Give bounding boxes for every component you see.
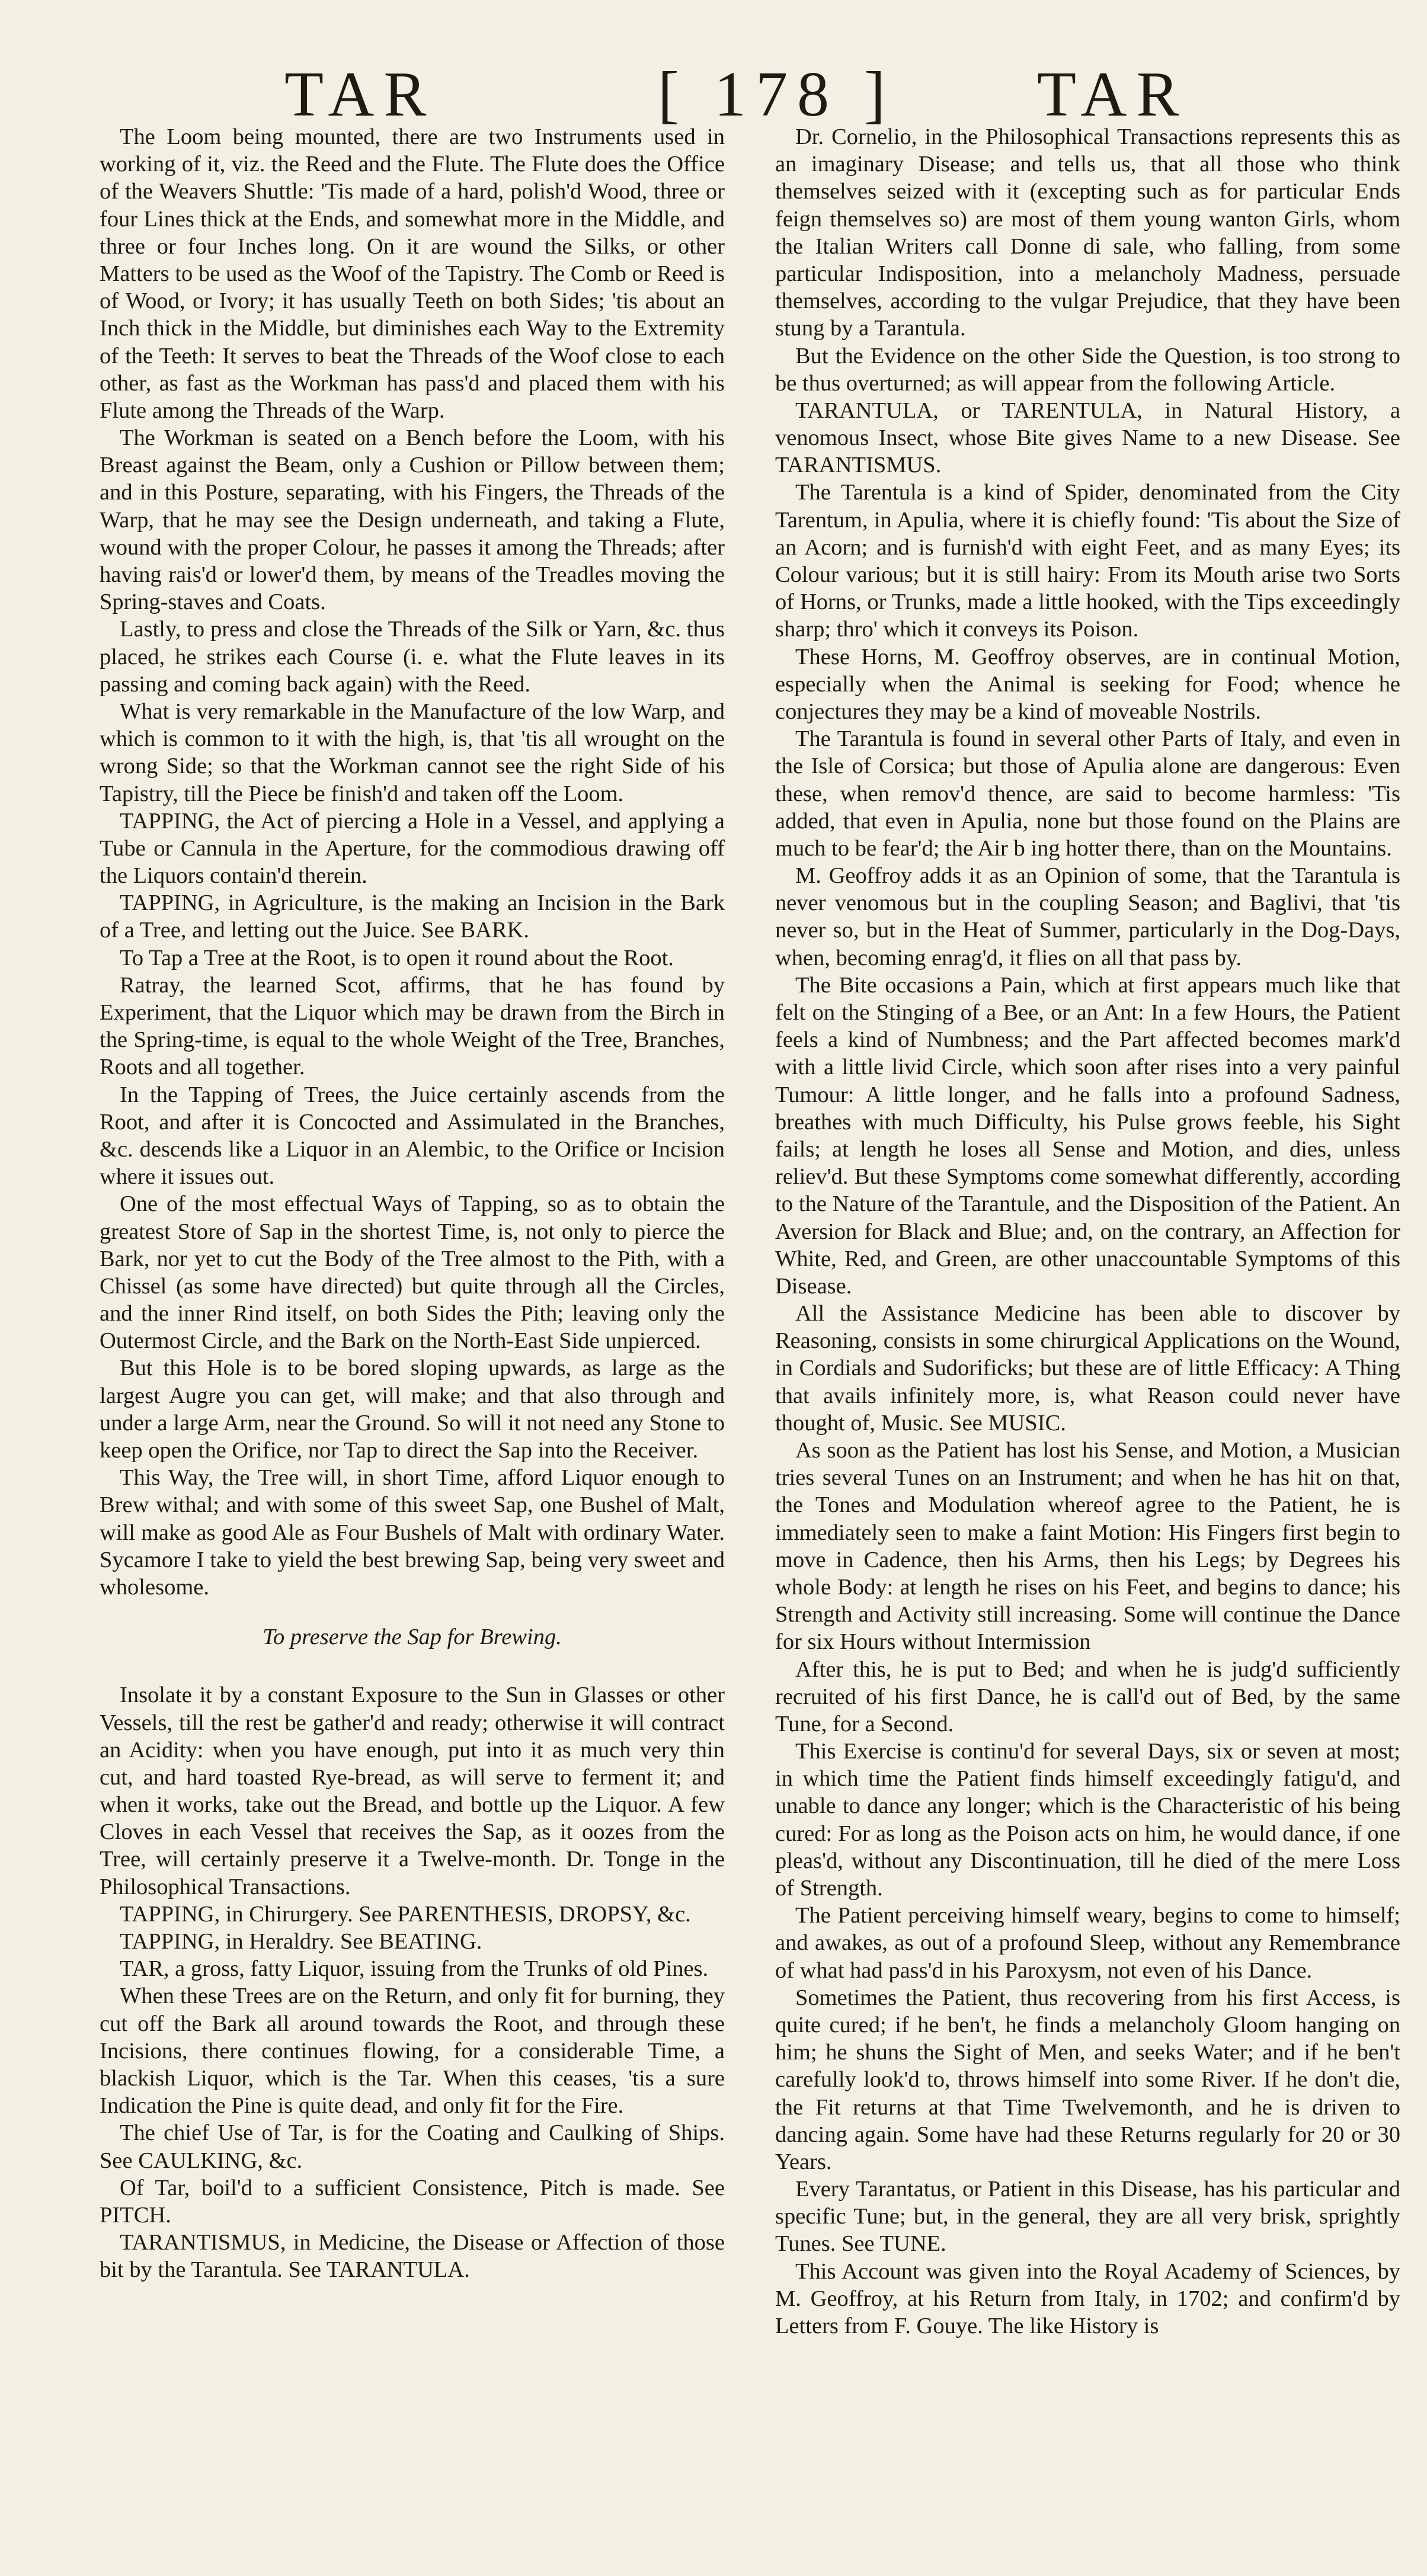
paragraph: The Bite occasions a Pain, which at first appears much like that felt on the Stinging of a Bee, or an Ant: In a few Hours, the Patient feels a kind of Numbness; and the Part affected becomes mark'd with a little livid Circle, which soon after rises into a very painful Tumour: A little longer, and he falls into a profound Sadness, breathes with much Difficulty, his Pulse grows feeble, his Sight fails; at length he loses all Sense and Motion, and dies, unless reliev'd. But these Symptoms come somewhat differently, according to the Nature of the Tarantule, and the Disposition of the Patient. An Aversion for Black and Blue; and, on the contrary, an Affection for White, Red, and Green, are other unaccountable Symptoms of this Disease. [775,972,1400,1299]
paragraph: When these Trees are on the Return, and only fit for burning, they cut off the Bark all around towards the Root, and through these Incisions, there continues flowing, for a considerable Time, a blackish Liquor, which is the Tar. When this ceases, 'tis a sure Indication the Pine is quite dead, and only fit for the Fire. [100,1984,725,2119]
paragraph: These Horns, M. Geoffroy observes, are in continual Motion, especially when the Animal is seeking for Food; whence he conjectures they may be a kind of moveable Nostrils. [775,644,1400,724]
entry-tapping: TAPPING, the Act of piercing a Hole in a Vessel, and applying a Tube or Cannula in the Aperture, for the commodious drawing off the Liquors contain'd therein. [100,808,725,889]
header-left-word: TAR [284,59,436,130]
paragraph: TAPPING, in Heraldry. See BEATING. [120,1929,482,1954]
paragraph: Insolate it by a constant Exposure to the Sun in Glasses or other Vessels, till the rest be gather'd and ready; otherwise it will contract an Acidity: when you have enough, put into it as much very thin cut, and hard toasted Rye-bread, as will serve to ferment it; and when it works, take out the Bread, and bottle up the Liquor. A few Cloves in each Vessel that receives the Sap, as it oozes from the Tree, will certainly preserve it a Twelve-month. Dr. Tonge in the Philosophical Transactions. [100,1683,725,1899]
header-right-word: TAR [1037,59,1189,130]
paragraph: The Loom being mounted, there are two Instruments used in working of it, viz. the Reed and the Flute. The Flute does the Office of the Weavers Shuttle: 'Tis made of a hard, polish'd Wood, three or four Lines thick at the Ends, and somewhat more in the Middle, and three or four Inches long. On it are wound the Silks, or other Matters to be used as the Woof of the Tapistry. The Comb or Reed is of Wood, or Ivory; it has usually Teeth on both Sides; 'tis about an Inch thick in the Middle, but diminishes each Way to the Extremity of the Teeth: It serves to beat the Threads of the Woof close to each other, as fast as the Workman has pass'd and placed them with his Flute among the Threads of the Warp. [100,124,725,423]
paragraph: This Account was given into the Royal Academy of Sciences, by M. Geoffroy, at his Return from Italy, in 1702; and confirm'd by Letters from F. Gouye. The like History is [775,2258,1400,2338]
paragraph: In the Tapping of Trees, the Juice certainly ascends from the Root, and after it is Concocted and Assimulated in the Branches, &c. descends like a Liquor in an Alembic, to the Orifice or Incision where it issues out. [100,1082,725,1190]
paragraph: The Tarentula is a kind of Spider, denominated from the City Tarentum, in Apulia, where it is chiefly found: 'Tis about the Size of an Acorn; and is furnish'd with eight Feet, and as many Eyes; its Colour various; but it is still hairy: From its Mouth arise two Sorts of Horns, or Trunks, made a little hooked, with the Tips exceedingly sharp; thro' which it conveys its Poison. [775,480,1400,642]
paragraph: Sometimes the Patient, thus recovering from his first Access, is quite cured; if he ben't, he finds a melancholy Gloom hanging on him; he shuns the Sight of Men, and seeks Water; and if he ben't carefully look'd to, throws himself into some River. If he don't die, the Fit returns at that Time Twelvemonth, and he is driven to dancing again. Some have had these Returns regularly for 20 or 30 Years. [775,1985,1400,2174]
right-column [775,123,1400,2340]
paragraph: Every Tarantatus, or Patient in this Disease, has his particular and specific Tune; but, in the general, they are all very brisk, sprightly Tunes. See TUNE. [775,2177,1400,2257]
paragraph: All the Assistance Medicine has been able to discover by Reasoning, consists in some chirurgical Applications on the Wound, in Cordials and Sudorificks; but these are of little Efficacy: A Thing that avails infinitely more, is, what Reason could never have thought of, Music. See MUSIC. [775,1301,1400,1436]
paragraph: This Exercise is continu'd for several Days, six or seven at most; in which time the Patient finds himself exceedingly fatigu'd, and unable to dance any longer; which is the Characteristic of his being cured: For as long as the Poison acts on him, he would dance, if one pleas'd, without any Discontinuation, till he died of the mere Loss of Strength. [775,1739,1400,1901]
running-header [95,56,1333,133]
paragraph: The Patient perceiving himself weary, begins to come to himself; and awakes, as out of a profound Sleep, without any Remembrance of what had pass'd in his Paroxysm, not even of his Dance. [775,1903,1400,1983]
section-heading: To preserve the Sap for Brewing. [263,1625,562,1650]
paragraph: One of the most effectual Ways of Tapping, so as to obtain the greatest Store of Sap in the shortest Time, is, not only to pierce the Bark, nor yet to cut the Body of the Tree almost to the Pith, with a Chissel (as some have directed) but quite through all the Circles, and the inner Rind itself, on both Sides the Pith; leaving only the Outermost Circle, and the Bark on the North-East Side unpierced. [100,1191,725,1354]
paragraph: But this Hole is to be bored sloping upwards, as large as the largest Augre you can get, will make; and that also through and under a large Arm, near the Ground. So will it not need any Stone to keep open the Orifice, nor Tap to direct the Sap into the Receiver. [100,1356,725,1463]
paragraph: What is very remarkable in the Manufacture of the low Warp, and which is common to it with the high, is, that 'tis all wrought on the wrong Side; so that the Workman cannot see the right Side of his Tapistry, till the Piece be finish'd and taken off the Loom. [100,699,725,806]
paragraph: M. Geoffroy adds it as an Opinion of some, that the Tarantula is never venomous but in the coupling Season; and Baglivi, that 'tis never so, but in the Heat of Summer, particularly in the Dog-Days, when, becoming enrag'd, it flies on all that pass by. [775,863,1400,970]
paragraph: Of Tar, boil'd to a sufficient Consistence, Pitch is made. See PITCH. [100,2175,725,2228]
left-column [100,123,725,2283]
paragraph: After this, he is put to Bed; and when he is judg'd sufficiently recruited of his first Dance, he is call'd out of Bed, by the same Tune, for a Second. [775,1657,1400,1736]
paragraph: Dr. Cornelio, in the Philosophical Transactions represents this as an imaginary Disease; and tells us, that all those who think themselves seized with it (excepting such as for particular Ends feign themselves so) are most of them young wanton Girls, whom the Italian Writers call Donne di sale, who falling, from some particular Indisposition, into a melancholy Madness, persuade themselves, according to the vulgar Prejudice, that they have been stung by a Tarantula. [775,124,1400,341]
entry-tarantula: TARANTULA, or TARENTULA, in Natural History, a venomous Insect, whose Bite gives Name to a new Disease. See TARANTISMUS. [775,398,1400,478]
paragraph: Ratray, the learned Scot, affirms, that he has found by Experiment, that the Liquor which may be drawn from the Birch in the Spring-time, is equal to the whole Weight of the Tree, Branches, Roots and all together. [100,972,725,1080]
paragraph: TAPPING, in Agriculture, is the making an Incision in the Bark of a Tree, and letting out the Juice. See BARK. [100,890,725,943]
paragraph: The Tarantula is found in several other Parts of Italy, and even in the Isle of Corsica; but those of Apulia alone are dangerous: Even these, when remov'd thence, are said to become harmless: 'Tis added, that even in Apulia, none but those found on the Plains are much to be fear'd; the Air b ing hotter there, than on the Mountains. [775,726,1400,861]
page-number: [ 178 ] [658,59,895,130]
paragraph: Lastly, to press and close the Threads of the Silk or Yarn, &c. thus placed, he strikes each Course (i. e. what the Flute leaves in its passing and coming back again) with the Reed. [100,617,725,697]
entry-tar: TAR, a gross, fatty Liquor, issuing from the Trunks of old Pines. [120,1956,709,1982]
paragraph: The Workman is seated on a Bench before the Loom, with his Breast against the Beam, only a Cushion or Pillow between them; and in this Posture, separating, with his Fingers, the Threads of the Warp, that he may see the Design underneath, and taking a Flute, wound with the proper Colour, he passes it among the Threads; after having rais'd or lower'd them, by means of the Treadles moving the Spring-staves and Coats. [100,425,725,615]
paragraph: As soon as the Patient has lost his Sense, and Motion, a Musician tries several Tunes on an Instrument; and when he has hit on that, the Tones and Modulation whereof agree to the Patient, he is immediately seen to make a faint Motion: His Fingers first begin to move in Cadence, then his Arms, then his Legs; by Degrees his whole Body: at length he rises on his Feet, and begins to dance; his Strength and Activity still increasing. Some will continue the Dance for six Hours without Intermission [775,1438,1400,1655]
paragraph: This Way, the Tree will, in short Time, afford Liquor enough to Brew withal; and with some of this sweet Sap, one Bushel of Malt, will make as good Ale as Four Bushels of Malt with ordinary Water. Sycamore I take to yield the best brewing Sap, being very sweet and wholesome. [100,1465,725,1600]
paragraph: To Tap a Tree at the Root, is to open it round about the Root. [120,945,674,970]
entry-tarantismus: TARANTISMUS, in Medicine, the Disease or Affection of those bit by the Tarantula. See TARANTULA. [100,2230,725,2283]
paragraph: The chief Use of Tar, is for the Coating and Caulking of Ships. See CAULKING, &c. [100,2120,725,2173]
paragraph: But the Evidence on the other Side the Question, is too strong to be thus overturned; as will appear from the following Article. [775,343,1400,396]
paragraph: TAPPING, in Chirurgery. See PARENTHESIS, DROPSY, &c. [120,1901,691,1927]
